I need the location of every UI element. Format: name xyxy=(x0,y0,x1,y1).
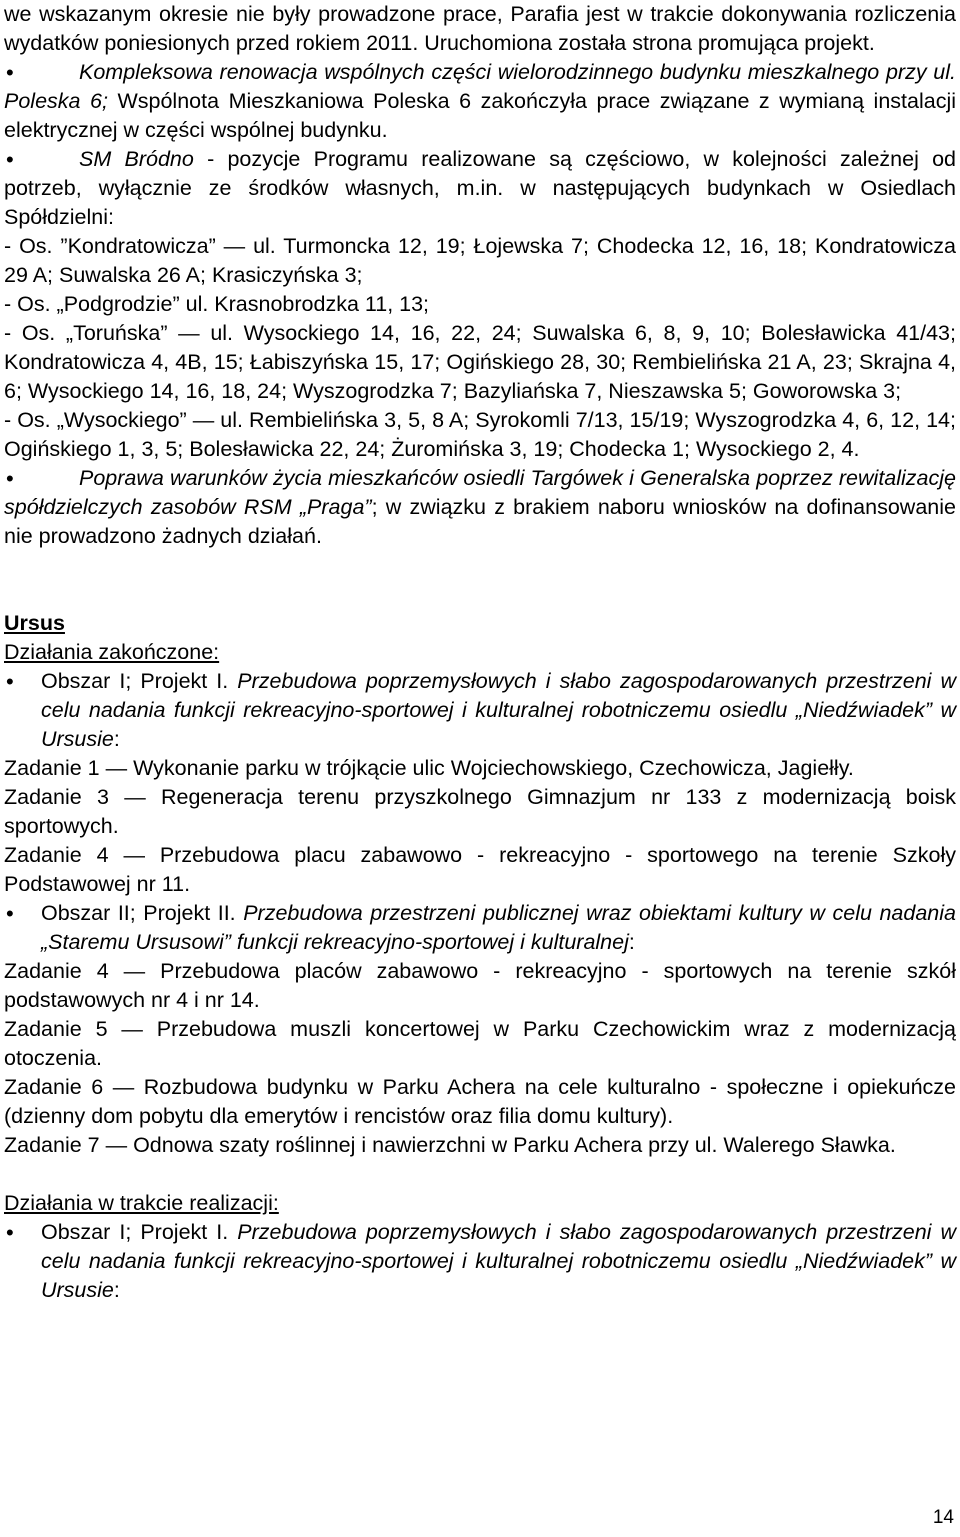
bullet-praga-title: Poprawa warunków życia mieszkańców osiedli Targówek i Generalska poprzez rewitalizację spółdzielczych zasobów RSM „Praga” xyxy=(4,466,956,519)
bullet-praga-text: ; w związku z brakiem naboru wniosków na dofinansowanie nie prowadzono żadnych działań. xyxy=(4,495,956,548)
obszar-1-ip-title: Przebudowa poprzemysłowych i słabo zagospodarowanych przestrzeni w celu nadania funkcji rekreacyjno-sportowej i kulturalnej robotniczemu osiedlu „Niedźwiadek” w Ursusie xyxy=(41,1220,956,1302)
intro-paragraph: we wskazanym okresie nie były prowadzone prace, Parafia jest w trakcie dokonywania rozliczenia wydatków poniesionych przed rokiem 2011. Uruchomiona została strona promująca projekt. xyxy=(4,2,956,55)
task-zadanie-4: Zadanie 4 — Przebudowa placu zabawowo - rekreacyjno - sportowego na terenie Szkoły Podstawowej nr 11. xyxy=(4,843,956,896)
subheading-in-progress: Działania w trakcie realizacji: xyxy=(4,1191,279,1215)
task-zadanie-4b: Zadanie 4 — Przebudowa placów zabawowo - rekreacyjno - sportowych na terenie szkół podstawowych nr 4 i nr 14. xyxy=(4,959,956,1012)
bullet-sm-brodno-text: - pozycje Programu realizowane są częściowo, w kolejności zależnej od potrzeb, wyłącznie ze środków własnych, m.in. w następujących budynkach w Osiedlach Spółdzielni: xyxy=(4,147,956,229)
estate-kondratowicza: - Os. ”Kondratowicza” — ul. Turmoncka 12, 19; Łojewska 7; Chodecka 12, 16, 18; Kondratowicza 29 A; Suwalska 26 A; Krasiczyńska 3; xyxy=(4,234,956,287)
bullet-praga xyxy=(4,464,956,551)
estate-torunska: - Os. „Toruńska” — ul. Wysockiego 14, 16, 22, 24; Suwalska 6, 8, 9, 10; Bolesławicka 41/43; Kondratowicza 4, 4B, 15; Łabiszyńska 15, 17; Ogińskiego 28, 30; Rembielińska 21 A, 23; Skrajna 4, 6; Wysockiego 14, 16, 18, 24; Wyszogrodzka 7; Bazyliańska 7, Nieszawska 5; Goworowska 3; xyxy=(4,321,956,403)
estate-podgrodzie: - Os. „Podgrodzie” ul. Krasnobrodzka 11, 13; xyxy=(4,292,430,316)
task-zadanie-6: Zadanie 6 — Rozbudowa budynku w Parku Achera na cele kulturalno - społeczne i opiekuńcze (dzienny dom pobytu dla emerytów i rencistów oraz filia domu kultury). xyxy=(4,1075,956,1128)
bullet-icon: • xyxy=(6,901,14,926)
bullet-icon: • xyxy=(6,1220,14,1245)
estate-wysockiego: - Os. „Wysockiego” — ul. Rembielińska 3, 5, 8 A; Syrokomli 7/13, 15/19; Wyszogrodzka 4, 6, 12, 14; Ogińskiego 1, 3, 5; Bolesławicka 22, 24; Żuromińska 3, 19; Chodecka 1; Wysockiego 2, 4. xyxy=(4,408,956,461)
task-zadanie-7: Zadanie 7 — Odnowa szaty roślinnej i nawierzchni w Parku Achera przy ul. Walerego Sławka. xyxy=(4,1133,896,1157)
obszar-1-ip-lead: Obszar I; Projekt I. xyxy=(41,1220,238,1244)
bullet-icon: • xyxy=(6,669,14,694)
task-zadanie-5: Zadanie 5 — Przebudowa muszli koncertowej w Parku Czechowickim wraz z modernizacją otoczenia. xyxy=(4,1017,956,1070)
obszar-1-title: Przebudowa poprzemysłowych i słabo zagospodarowanych przestrzeni w celu nadania funkcji rekreacyjno-sportowej i kulturalnej robotniczemu osiedlu „Niedźwiadek” w Ursusie xyxy=(41,669,956,751)
bullet-icon: • xyxy=(6,147,14,172)
obszar-1-ip-colon: : xyxy=(113,1278,120,1302)
bullet-sm-brodno-title: SM Bródno xyxy=(79,147,194,171)
bullet-icon: • xyxy=(6,60,14,85)
obszar-1-lead: Obszar I; Projekt I. xyxy=(41,669,238,693)
obszar-2-colon: : xyxy=(628,930,635,954)
bullet-renowacja-text: Wspólnota Mieszkaniowa Poleska 6 zakończyła prace związane z wymianą instalacji elektrycznej w części wspólnej budynku. xyxy=(4,89,956,142)
bullet-renowacja xyxy=(4,58,956,145)
bullet-obszar-1-in-progress xyxy=(4,1218,956,1305)
page-number: 14 xyxy=(932,1507,954,1528)
bullet-obszar-1 xyxy=(4,667,956,754)
bullet-icon: • xyxy=(6,466,14,491)
task-zadanie-1: Zadanie 1 — Wykonanie parku w trójkącie ulic Wojciechowskiego, Czechowicza, Jagiełły. xyxy=(4,756,854,780)
document-page xyxy=(4,0,956,1305)
section-heading-ursus: Ursus xyxy=(4,611,65,635)
subheading-completed: Działania zakończone: xyxy=(4,640,220,664)
obszar-2-lead: Obszar II; Projekt II. xyxy=(41,901,244,925)
obszar-2-title: Przebudowa przestrzeni publicznej wraz obiektami kultury w celu nadania „Staremu Ursusowi” funkcji rekreacyjno-sportowej i kulturalnej xyxy=(41,901,956,954)
task-zadanie-3: Zadanie 3 — Regeneracja terenu przyszkolnego Gimnazjum nr 133 z modernizacją boisk sportowych. xyxy=(4,785,956,838)
bullet-sm-brodno xyxy=(4,145,956,232)
bullet-renowacja-title: Kompleksowa renowacja wspólnych części wielorodzinnego budynku mieszkalnego przy ul. Poleska 6; xyxy=(4,60,956,113)
obszar-1-colon: : xyxy=(113,727,120,751)
bullet-obszar-2 xyxy=(4,899,956,957)
